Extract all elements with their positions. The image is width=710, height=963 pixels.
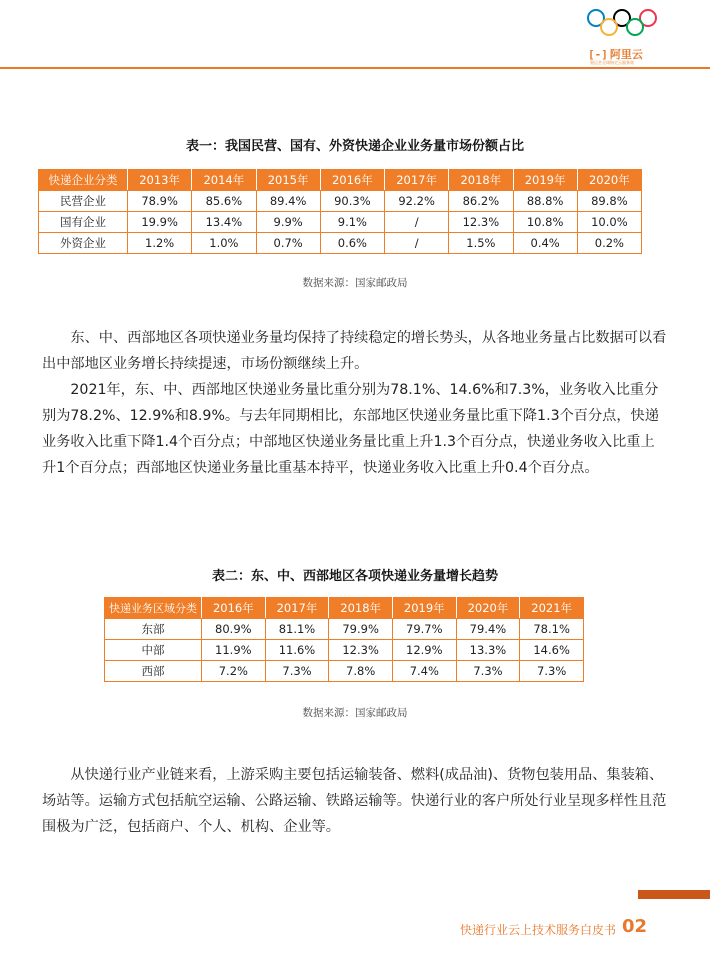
table-cell: 86.2% bbox=[449, 191, 513, 212]
table-cell: 民营企业 bbox=[39, 191, 128, 212]
table-cell: 西部 bbox=[105, 661, 202, 682]
table-cell: 13.3% bbox=[456, 640, 520, 661]
table-cell: 85.6% bbox=[192, 191, 256, 212]
table-cell: 80.9% bbox=[202, 619, 266, 640]
table-row bbox=[105, 661, 584, 682]
table-cell: 7.4% bbox=[392, 661, 456, 682]
table1-header-cell: 快递企业分类 bbox=[39, 170, 128, 191]
table-cell: 东部 bbox=[105, 619, 202, 640]
paragraph-2: 2021年，东、中、西部地区快递业务量比重分别为78.1%、14.6%和7.3%，业务收入比重分别为78.2%、12.9%和8.9%。与去年同期相比，东部地区快递业务量比重下降1.3个百分点，快递业务收入比重下降1.4个百分点；中部地区快递业务量比重上升1.3个百分点，快递业务收入比重上升1个百分点；西部地区快递业务量比重基本持平，快递业务收入比重上升0.4个百分点。 bbox=[42, 382, 659, 476]
table1-header-cell: 2019年 bbox=[513, 170, 577, 191]
table2-source: 数据来源：国家邮政局 bbox=[302, 707, 408, 719]
table-row bbox=[105, 640, 584, 661]
table-cell: 7.8% bbox=[329, 661, 393, 682]
table-cell: 0.7% bbox=[256, 233, 320, 254]
table2-header-cell: 2016年 bbox=[202, 598, 266, 619]
table-cell: 10.0% bbox=[577, 212, 641, 233]
table2-header-cell: 2020年 bbox=[456, 598, 520, 619]
table-cell: 78.1% bbox=[520, 619, 584, 640]
table-cell: 11.9% bbox=[202, 640, 266, 661]
header-divider bbox=[0, 67, 710, 69]
table-cell: 12.3% bbox=[329, 640, 393, 661]
table-cell: 0.4% bbox=[513, 233, 577, 254]
table-row bbox=[39, 212, 642, 233]
aliyun-logo-text: 阿里云 bbox=[609, 48, 643, 61]
table-cell: 79.9% bbox=[329, 619, 393, 640]
table2-header-cell: 快递业务区域分类 bbox=[105, 598, 202, 619]
table-cell: 10.8% bbox=[513, 212, 577, 233]
header-logos bbox=[582, 6, 662, 66]
aliyun-tagline: 奥运会全球指定云服务商 bbox=[590, 60, 634, 65]
table-cell: 11.6% bbox=[265, 640, 329, 661]
table-cell: 7.3% bbox=[265, 661, 329, 682]
table2-header-cell: 2018年 bbox=[329, 598, 393, 619]
table1-header-cell: 2017年 bbox=[385, 170, 449, 191]
table-cell: 92.2% bbox=[385, 191, 449, 212]
olympic-rings-icon bbox=[584, 8, 660, 38]
table-cell: 7.2% bbox=[202, 661, 266, 682]
table-cell: 0.2% bbox=[577, 233, 641, 254]
table-row bbox=[105, 619, 584, 640]
table2 bbox=[104, 597, 584, 682]
table1 bbox=[38, 169, 642, 254]
table-cell: 89.4% bbox=[256, 191, 320, 212]
table-cell: 9.1% bbox=[320, 212, 384, 233]
table-cell: / bbox=[385, 212, 449, 233]
page-number: 02 bbox=[622, 916, 648, 937]
table-cell: 78.9% bbox=[128, 191, 192, 212]
table1-header-cell: 2018年 bbox=[449, 170, 513, 191]
table-cell: 89.8% bbox=[577, 191, 641, 212]
table-cell: 1.2% bbox=[128, 233, 192, 254]
table-cell: 14.6% bbox=[520, 640, 584, 661]
aliyun-mark-icon: [-] bbox=[588, 47, 608, 61]
table-cell: 外资企业 bbox=[39, 233, 128, 254]
table-cell: 12.3% bbox=[449, 212, 513, 233]
table-cell: 9.9% bbox=[256, 212, 320, 233]
paragraph-1: 东、中、西部地区各项快递业务量均保持了持续稳定的增长势头，从各地业务量占比数据可以看出中部地区业务增长持续提速，市场份额继续上升。 bbox=[42, 330, 667, 372]
table-cell: 81.1% bbox=[265, 619, 329, 640]
table-cell: 1.0% bbox=[192, 233, 256, 254]
paragraph-3: 从快递行业产业链来看，上游采购主要包括运输装备、燃料(成品油)、货物包装用品、集装箱、场站等。运输方式包括航空运输、公路运输、铁路运输等。快递行业的客户所处行业呈现多样性且范围极为广泛，包括商户、个人、机构、企业等。 bbox=[42, 767, 667, 835]
table2-title: 表二：东、中、西部地区各项快递业务量增长趋势 bbox=[211, 569, 498, 584]
table-cell: 19.9% bbox=[128, 212, 192, 233]
table2-header-cell: 2021年 bbox=[520, 598, 584, 619]
table-cell: / bbox=[385, 233, 449, 254]
table-cell: 7.3% bbox=[520, 661, 584, 682]
table1-header-cell: 2016年 bbox=[320, 170, 384, 191]
table2-header-cell: 2019年 bbox=[392, 598, 456, 619]
footer-doc-title: 快递行业云上技术服务白皮书 bbox=[459, 923, 616, 937]
table1-header-cell: 2015年 bbox=[256, 170, 320, 191]
table1-source: 数据来源：国家邮政局 bbox=[302, 277, 408, 289]
table-cell: 79.7% bbox=[392, 619, 456, 640]
table1-header-cell: 2014年 bbox=[192, 170, 256, 191]
table-cell: 中部 bbox=[105, 640, 202, 661]
table1-header-cell: 2020年 bbox=[577, 170, 641, 191]
footer-accent-bar bbox=[638, 890, 710, 899]
table1-header-row bbox=[39, 170, 642, 191]
table-cell: 88.8% bbox=[513, 191, 577, 212]
table-cell: 12.9% bbox=[392, 640, 456, 661]
table-cell: 79.4% bbox=[456, 619, 520, 640]
table-cell: 13.4% bbox=[192, 212, 256, 233]
table-cell: 90.3% bbox=[320, 191, 384, 212]
table-row bbox=[39, 191, 642, 212]
table-row bbox=[39, 233, 642, 254]
table-cell: 7.3% bbox=[456, 661, 520, 682]
table-cell: 国有企业 bbox=[39, 212, 128, 233]
table2-header-row bbox=[105, 598, 584, 619]
table-cell: 0.6% bbox=[320, 233, 384, 254]
table1-title: 表一：我国民营、国有、外资快递企业业务量市场份额占比 bbox=[185, 139, 524, 154]
table2-header-cell: 2017年 bbox=[265, 598, 329, 619]
table-cell: 1.5% bbox=[449, 233, 513, 254]
table1-header-cell: 2013年 bbox=[128, 170, 192, 191]
